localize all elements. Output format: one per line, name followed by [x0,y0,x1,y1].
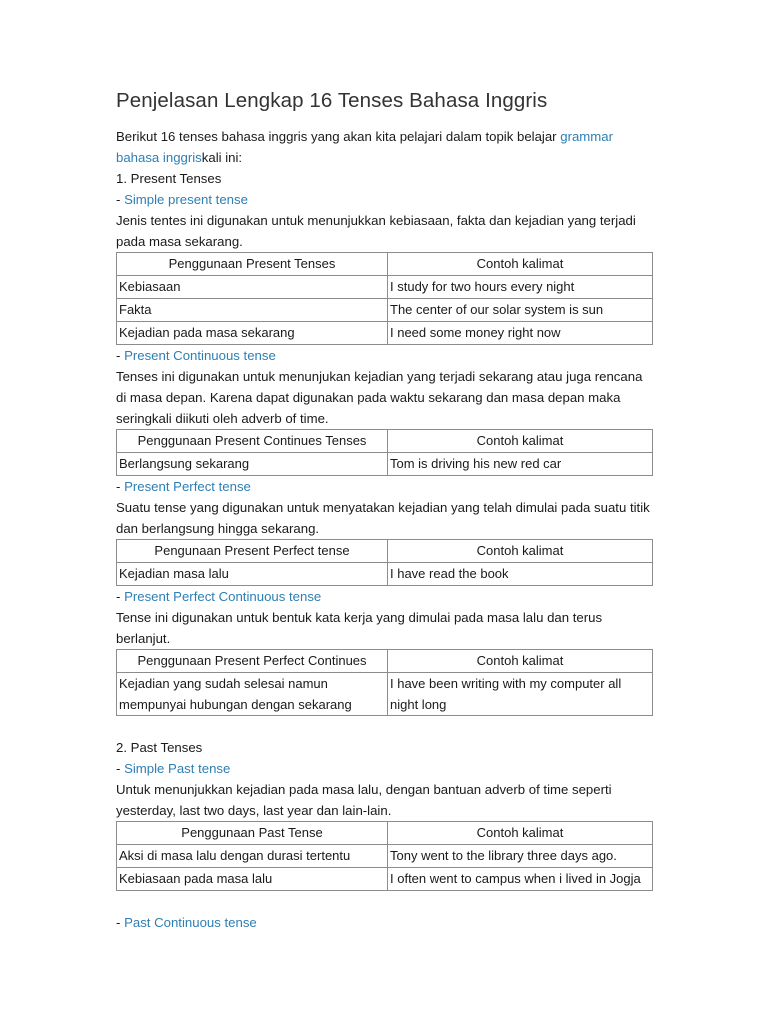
subsection-simple-past [116,758,656,779]
dash: - [116,479,125,494]
table-row [117,453,653,476]
table-row [117,673,653,716]
table-header-row [117,822,653,845]
intro-text-end: kali ini: [201,150,243,165]
table-cell: Kejadian masa lalu [117,563,388,586]
table-row [117,276,653,299]
simple-past-table [116,821,653,891]
intro-text: Berikut 16 tenses bahasa inggris yang akan kita pelajari dalam topik belajar [116,129,561,144]
simple-present-desc: Jenis tentes ini digunakan untuk menunjukkan kebiasaan, fakta dan kejadian yang terjadi pada masa sekarang. [116,213,636,249]
simple-past-link[interactable]: Simple Past tense [124,761,231,776]
table-cell: Tom is driving his new red car [388,453,653,476]
present-perfect-link[interactable]: Present Perfect tense [124,479,251,494]
present-perfect-continuous-table [116,649,653,716]
present-continuous-table [116,429,653,476]
table-header: Penggunaan Present Tenses [117,253,388,276]
past-continuous-link[interactable]: Past Continuous tense [124,915,257,930]
table-cell: Tony went to the library three days ago. [388,845,653,868]
simple-present-table [116,252,653,345]
table-header-row [117,650,653,673]
present-continuous-link[interactable]: Present Continuous tense [124,348,276,363]
subsection-past-continuous [116,912,656,933]
subsection-present-perfect [116,476,656,497]
table-cell: I have been writing with my computer all night long [388,673,653,716]
table-cell: I need some money right now [388,322,653,345]
table-cell: Kejadian yang sudah selesai namun mempunyai hubungan dengan sekarang [117,673,388,716]
table-cell: I have read the book [388,563,653,586]
table-cell: The center of our solar system is sun [388,299,653,322]
table-header: Penggunaan Present Perfect Continues [117,650,388,673]
table-row [117,322,653,345]
page-title: Penjelasan Lengkap 16 Tenses Bahasa Inggris [116,89,548,112]
dash: - [116,915,125,930]
grammar-link[interactable]: grammar [560,129,614,144]
table-cell: Fakta [117,299,388,322]
table-header-row [117,253,653,276]
table-row [117,299,653,322]
table-row [117,563,653,586]
present-perfect-continuous-link[interactable]: Present Perfect Continuous tense [124,589,322,604]
dash: - [116,192,125,207]
spacer [116,716,656,737]
section-heading-present: 1. Present Tenses [116,171,222,186]
dash: - [116,589,125,604]
table-cell: I often went to campus when i lived in Jogja [388,868,653,891]
present-perfect-desc: Suatu tense yang digunakan untuk menyatakan kejadian yang telah dimulai pada suatu titik dan berlangsung hingga sekarang. [116,500,650,536]
present-perfect-continuous-desc: Tense ini digunakan untuk bentuk kata kerja yang dimulai pada masa lalu dan terus berlanjut. [116,610,603,646]
table-header: Contoh kalimat [388,430,653,453]
table-cell: Kejadian pada masa sekarang [117,322,388,345]
subsection-simple-present [116,189,656,210]
dash: - [116,761,125,776]
simple-present-link[interactable]: Simple present tense [124,192,248,207]
table-header: Pengunaan Present Perfect tense [117,540,388,563]
table-header: Contoh kalimat [388,253,653,276]
spacer [116,891,656,912]
table-header: Penggunaan Present Continues Tenses [117,430,388,453]
document-page [116,86,656,933]
simple-past-desc: Untuk menunjukkan kejadian pada masa lalu, dengan bantuan adverb of time seperti yesterday, last two days, last year dan lain-lain. [116,782,612,818]
table-row [117,845,653,868]
table-header-row [117,430,653,453]
present-continuous-desc: Tenses ini digunakan untuk menunjukan kejadian yang terjadi sekarang atau juga rencana di masa depan. Karena dapat digunakan pada waktu sekarang dan masa depan maka seringkali diikuti oleh adverb of time. [116,369,643,426]
table-header: Penggunaan Past Tense [117,822,388,845]
bahasa-inggris-link[interactable]: bahasa inggris [116,150,202,165]
table-header-row [117,540,653,563]
table-header: Contoh kalimat [388,540,653,563]
table-cell: Kebiasaan [117,276,388,299]
intro-paragraph [116,126,656,168]
table-header: Contoh kalimat [388,650,653,673]
table-cell: Berlangsung sekarang [117,453,388,476]
subsection-present-perfect-continuous [116,586,656,607]
table-header: Contoh kalimat [388,822,653,845]
table-cell: Kebiasaan pada masa lalu [117,868,388,891]
table-row [117,868,653,891]
table-cell: I study for two hours every night [388,276,653,299]
present-perfect-table [116,539,653,586]
dash: - [116,348,125,363]
table-cell: Aksi di masa lalu dengan durasi tertentu [117,845,388,868]
subsection-present-continuous [116,345,656,366]
section-heading-past: 2. Past Tenses [116,740,203,755]
